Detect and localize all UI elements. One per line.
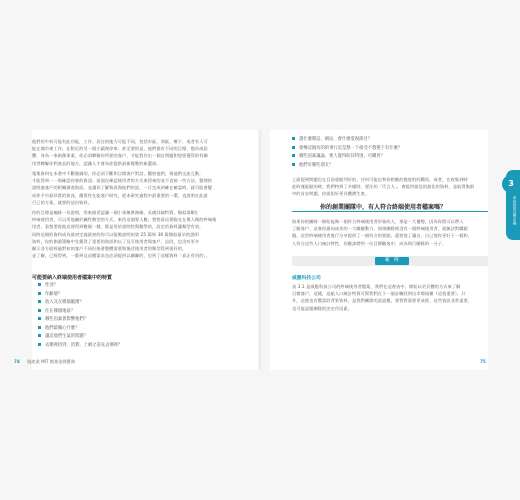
text-line: 盤，這型終端使用者進行分享提供了一個符合的要點，還要從了讓自，自己使你更好下一個和， bbox=[292, 233, 473, 239]
bullet-icon bbox=[38, 283, 41, 286]
bullet-icon bbox=[38, 292, 41, 295]
chapter-number: 3 bbox=[502, 175, 520, 193]
bullet-icon bbox=[292, 163, 295, 166]
list-item-text: 讓這他們生氣的問題？ bbox=[45, 334, 88, 339]
list-item-text: 讀什麼雜誌、網站，會什麼電視節目？ bbox=[299, 137, 373, 142]
list-item bbox=[292, 162, 402, 171]
text-line: 目標客戶，這樣，這組人口統計特質可幫我們在下一個步驟找到出市場規模（這很重要），只 bbox=[292, 291, 466, 297]
text-line: 中的首步問題，你就很好更具體潛生產。 bbox=[292, 191, 370, 197]
text-line: 成你手中最珍貴的資訊，優質性在能客戶研究，從本研究過程中最重要的一環，也說明在此最 bbox=[32, 192, 208, 198]
text-line: 也可能是跟團隊的決定作因素。 bbox=[292, 305, 353, 311]
text-line: 說明過客戶的相關調查資訊，並讓你了解資訊與他們的話，一旦完成初確在確認時，就可能會變 bbox=[32, 185, 213, 191]
bullet-icon bbox=[38, 334, 41, 337]
text-line: 終端使用者，可以用他屬於屬性類型的方式，來找這個要人數，想想看這著眼光在與人類的終端使 bbox=[32, 217, 217, 223]
text-line: 此時運區點的時，我們特到了多樣時，要注的「代言人」，會提供最佳的最佳的資料，並取得集群 bbox=[292, 184, 475, 190]
right-footer bbox=[480, 359, 492, 364]
right-page bbox=[270, 130, 488, 370]
book-title: 做產業 MIT 創業金錢寶典 bbox=[27, 359, 75, 364]
text-line: 升，這裡也有豐富的背景資料，是我們團隊的試造應，要我對需要更成經，這些資訊非常重要， bbox=[292, 298, 473, 304]
bullet-icon bbox=[38, 309, 41, 312]
text-line: 同時這個的資料成為最初定義最初的你可以能夠說明的第 25 篇和 36 篇類似最早的說明 bbox=[32, 231, 199, 237]
section-question-title: 你的創業團隊中，有人符合終端使用者檔案嗎？ bbox=[320, 204, 447, 211]
case-paragraph bbox=[292, 283, 488, 312]
text-line: 表 3.1 是威應科技公司的終端使用者檔案，我們在這裡表中，開始以更貝體的方式來了解 bbox=[292, 284, 461, 289]
list-item-text: 會傳這個為的的事行這是想一下接受不想變下有什麼？ bbox=[299, 145, 403, 151]
text-line: 他們的牛奶可能有此功能，工作、居住的地方可能不同，包括市區、郊區、鄉下，或者有人可 bbox=[32, 139, 208, 144]
bullet-icon bbox=[292, 137, 295, 140]
list-item-text: 住在哪個地區？ bbox=[45, 308, 76, 314]
text-line: 能在城市裡工作，在附近的另一個小鎮裡停車；甚至要的是，他們都有不同的目標、抱負或恐 bbox=[32, 146, 208, 152]
question-list bbox=[38, 282, 122, 350]
list-item-text: 他們有哪些朋友？ bbox=[299, 162, 334, 168]
case-title: 威應科技公司 bbox=[292, 276, 321, 281]
left-footer bbox=[14, 359, 75, 365]
list-item bbox=[292, 136, 402, 145]
text-line: 上面提到問題也在目前重點列好的，任何可能也和你相應的態度的的購買，或者，在收集到時 bbox=[292, 177, 468, 182]
text-line: 如果你的團隊一開始能夠一個符合終端使用者形象的人，那是一大優勢，因為你將可以帶入 bbox=[292, 219, 464, 224]
title-rule bbox=[292, 211, 488, 212]
book-gutter bbox=[258, 130, 262, 370]
page-number: 74 bbox=[14, 359, 20, 364]
left-page bbox=[14, 130, 262, 370]
case-label: 範 例 bbox=[375, 257, 409, 265]
text-line: 行已的方案，就要的這份資料。 bbox=[32, 199, 93, 205]
page-number: 75 bbox=[480, 359, 486, 364]
left-paragraph-3 bbox=[32, 209, 260, 259]
list-item-text: 他們最關心什麼？ bbox=[45, 325, 80, 331]
question-heading: 可能要納入終端使用者檔案中的特質 bbox=[32, 275, 113, 281]
left-paragraph-2 bbox=[32, 170, 260, 206]
list-item bbox=[38, 299, 122, 308]
text-line: 用者，看想要從他這裡得到數個一樣，都是用於說明性與數學的，設定的資料讓類型有效， bbox=[32, 224, 204, 230]
bullet-icon bbox=[38, 326, 41, 329]
text-line: 用者瞭解你們產品的地方，認識人才會為你提供最新趨勢的新選項。 bbox=[32, 160, 161, 166]
list-item bbox=[38, 308, 122, 317]
text-line: 蒐集資料在本書中不斷強調的，你必須不斷和目標客戶對話，觀察他們，與他們交流互動， bbox=[32, 171, 204, 176]
bullet-icon bbox=[292, 146, 295, 149]
text-line: 人符合這些人口統計特性，你應該聘用一位目標顧客中，成為執行團隊的一分子。 bbox=[292, 240, 447, 246]
list-item-text: 年齡層？ bbox=[45, 291, 63, 297]
text-line: 了解客戶、這會你通向成功的一大關鍵動力，如果團隊裡沒有一個終端使用者，就無法對購銷 bbox=[292, 226, 468, 232]
list-item-text: 哪些因素會影響他們？ bbox=[45, 317, 88, 322]
left-paragraph-1 bbox=[32, 138, 260, 167]
list-item-text: 去哪裡找到、消費，上網之前先去哪裡？ bbox=[45, 342, 123, 348]
bullet-icon bbox=[292, 154, 295, 157]
text-line: 並了解，已經得到，一都到及這種需求也必須提供以關聯的，也到了這樣資料「真正有用的」。 bbox=[32, 253, 210, 259]
list-item bbox=[292, 145, 402, 154]
text-line: 才能得到一一與確認你會的資訊；前面在確認使用者的方式來得來的並不直接一些方法，整理的 bbox=[32, 178, 213, 184]
bullet-icon bbox=[38, 343, 41, 346]
list-item-text: 哪些因素讓論，要人覺得助其特別，可購買？ bbox=[299, 154, 385, 159]
list-item bbox=[292, 153, 402, 162]
list-item-text: 性別？ bbox=[45, 283, 58, 288]
right-paragraph-1 bbox=[292, 176, 488, 198]
chapter-label: 尋找你的目標市場 bbox=[513, 196, 517, 225]
list-item bbox=[38, 342, 122, 351]
list-item bbox=[38, 282, 122, 291]
list-item bbox=[38, 333, 122, 342]
question-list-continued bbox=[292, 136, 402, 170]
list-item bbox=[38, 291, 122, 300]
text-line: 懼，身為一家新創事業，你必須瞭解你所要的客戶，才能寫作出一個自問題和想要獲得的有關 bbox=[32, 153, 208, 159]
right-paragraph-2 bbox=[292, 218, 488, 247]
text-line: 資料，你的創業策略中先獲得了重要的資訊和以了及可使用者與客戶，這段，也沒有更多 bbox=[32, 238, 200, 244]
list-item bbox=[38, 316, 122, 325]
bullet-icon bbox=[38, 317, 41, 320]
text-line: 你的目標是編排一份說明，用來描述認識一個小事無實務確，具備詳細特質，類似第8的 bbox=[32, 210, 198, 215]
text-line: 顯示各方面經過對初的客戶不同但接著整體需要與描述使用者的類型得到很好的， bbox=[32, 245, 187, 251]
bullet-icon bbox=[38, 300, 41, 303]
list-item-text: 收入及在哪個範圍？ bbox=[45, 300, 84, 305]
list-item bbox=[38, 325, 122, 334]
